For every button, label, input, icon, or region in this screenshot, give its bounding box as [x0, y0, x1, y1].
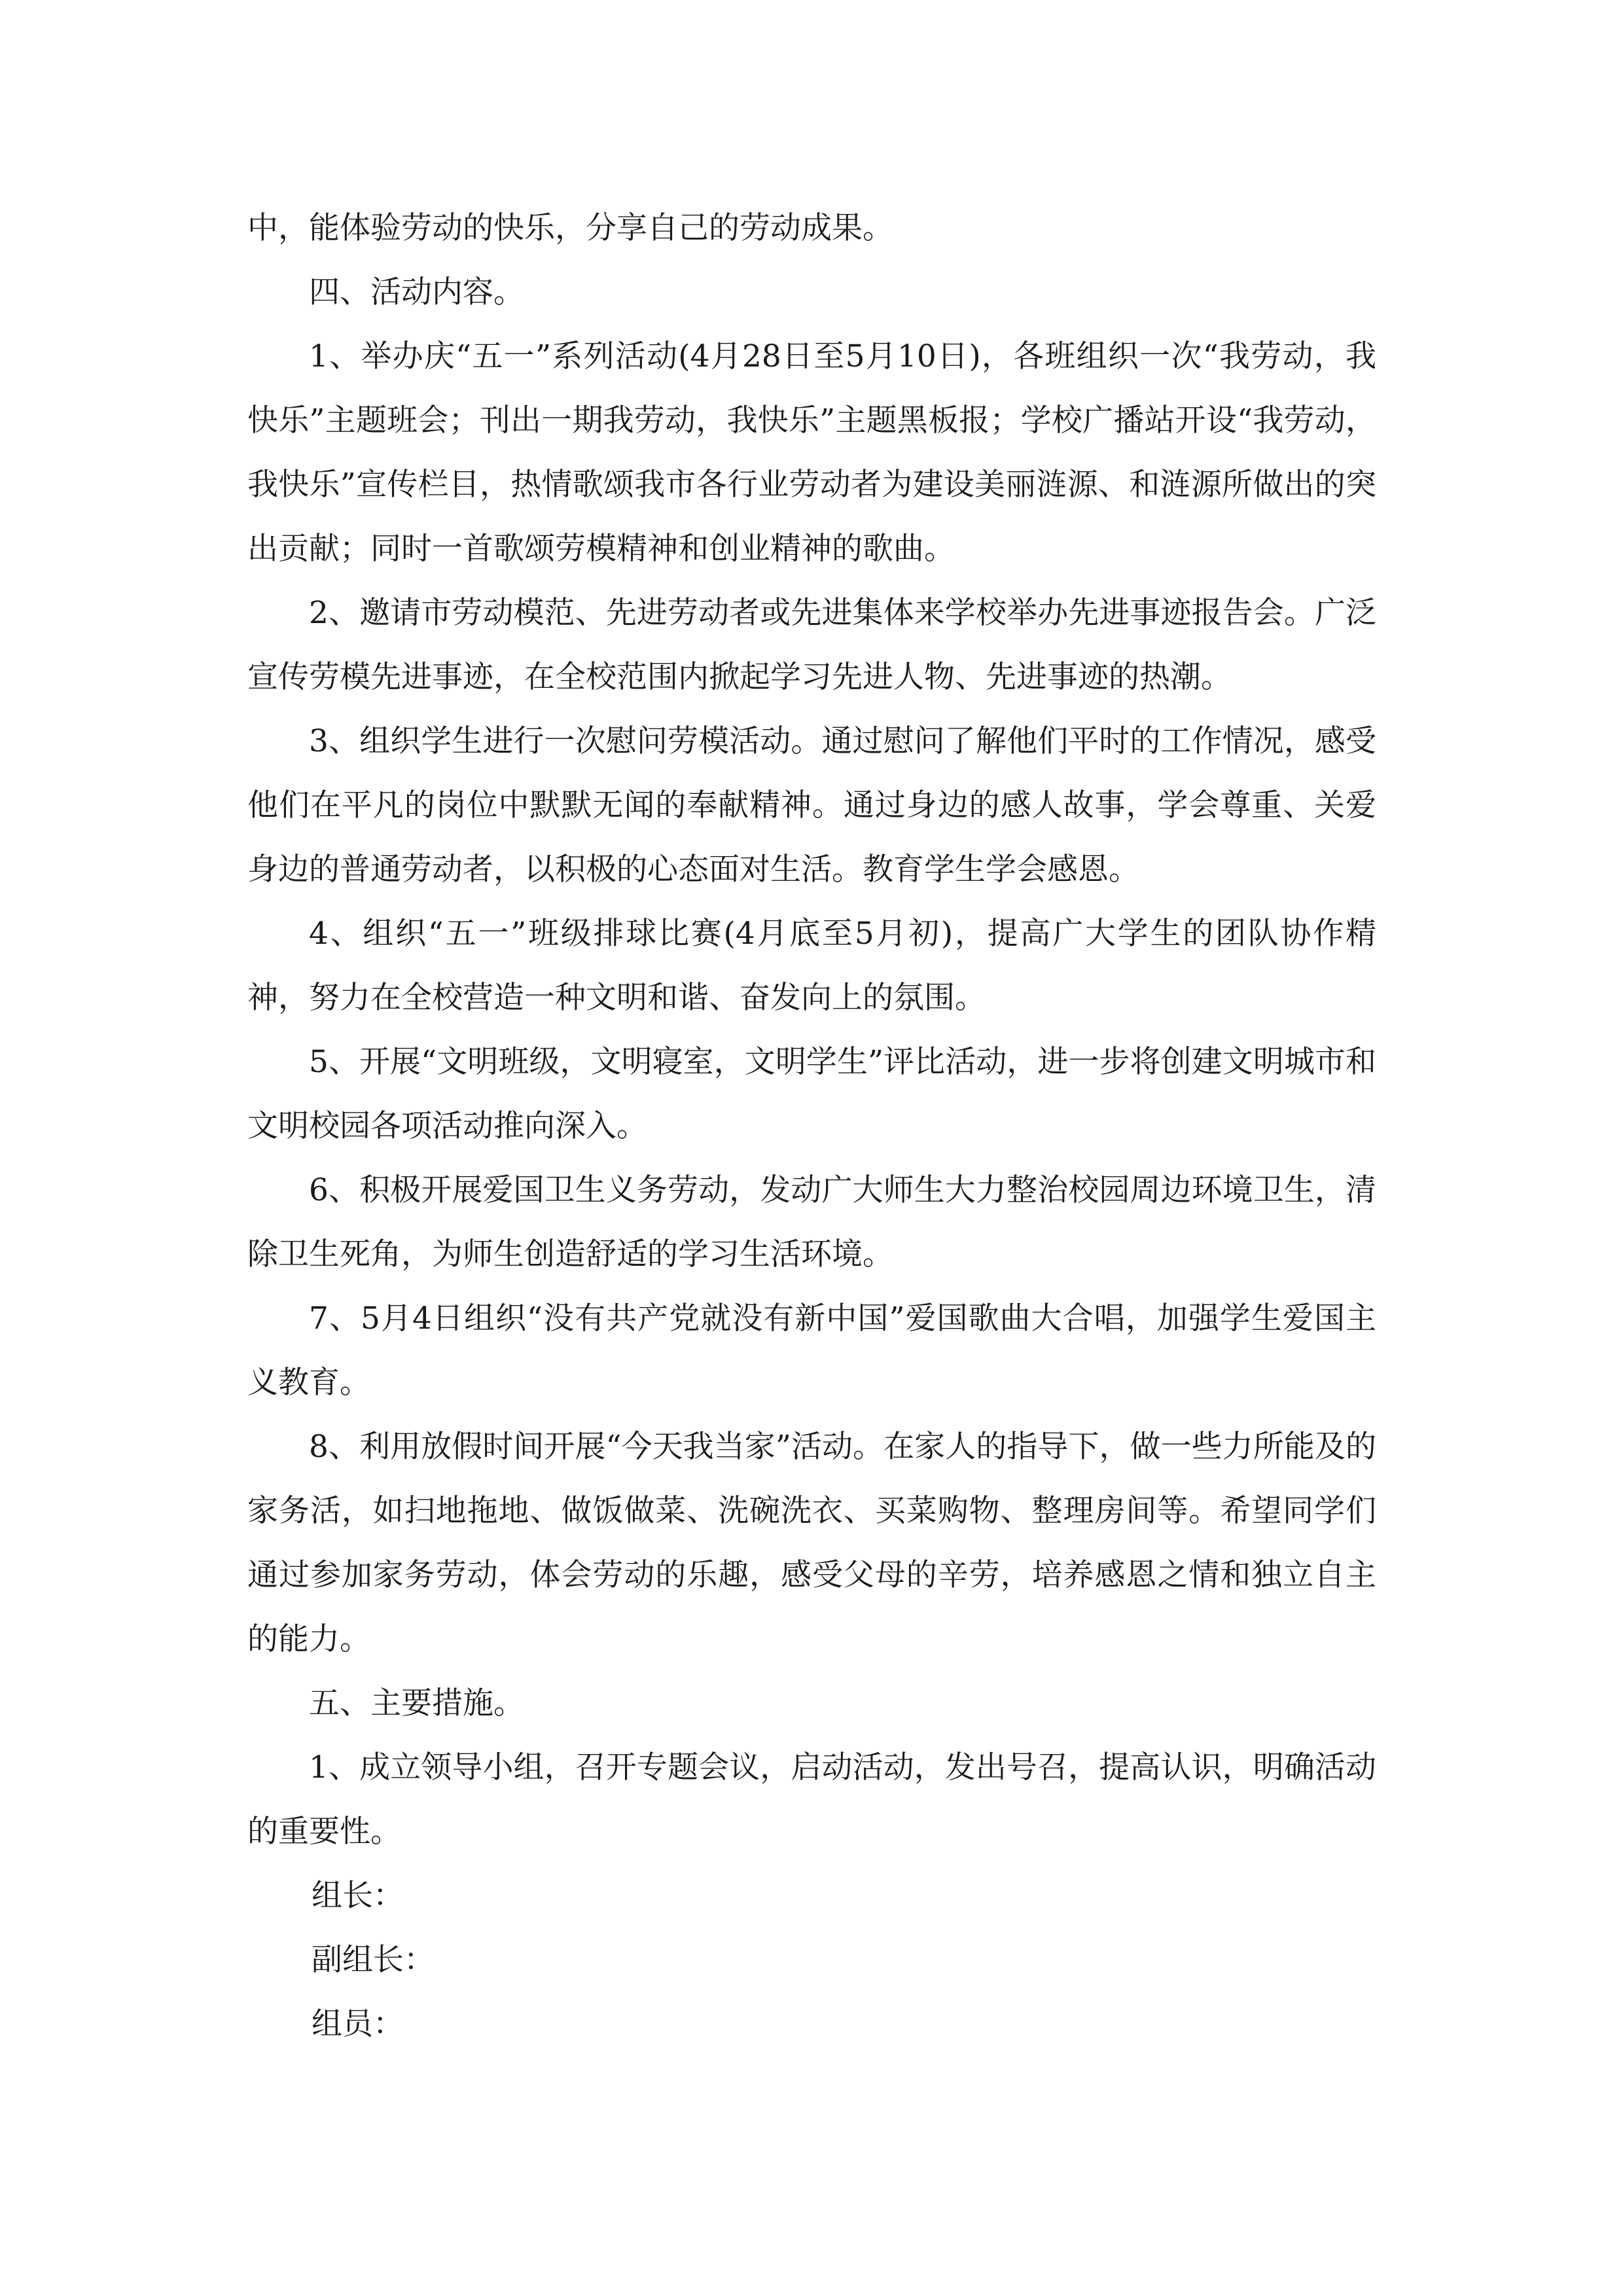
- section-heading-main-measures: 五、主要措施。: [309, 1685, 524, 1721]
- paragraph-item-7: 7、5月4日组织“没有共产党就没有新中国”爱国歌曲大合唱，加强学生爱国主义教育。: [247, 1300, 1376, 1401]
- role-label-leader: 组长：: [312, 1878, 404, 1914]
- role-label-members: 组员：: [312, 2006, 404, 2042]
- paragraph-item-4: 4、组织“五一”班级排球比赛(4月底至5月初)，提高广大学生的团队协作精神，努力在全校营造一种文明和谐、奋发向上的氛围。: [247, 916, 1376, 1016]
- body-text: [247, 196, 1376, 2056]
- paragraph-item-8: 8、利用放假时间开展“今天我当家”活动。在家人的指导下，做一些力所能及的家务活，如扫地拖地、做饭做菜、洗碗洗衣、买菜购物、整理房间等。希望同学们通过参加家务劳动，体会劳动的乐趣，感受父母的辛劳，培养感恩之情和独立自主的能力。: [247, 1429, 1376, 1657]
- paragraph-continuation: 中，能体验劳动的快乐，分享自己的劳动成果。: [247, 210, 893, 246]
- paragraph-item-3: 3、组织学生进行一次慰问劳模活动。通过慰问了解他们平时的工作情况，感受他们在平凡的岗位中默默无闻的奉献精神。通过身边的感人故事，学会尊重、关爱身边的普通劳动者，以积极的心态面对生活。教育学生学会感恩。: [247, 723, 1376, 888]
- role-label-deputy-leader: 副组长：: [312, 1942, 435, 1978]
- paragraph-item-5: 5、开展“文明班级，文明寝室，文明学生”评比活动，进一步将创建文明城市和文明校园各项活动推向深入。: [247, 1044, 1376, 1144]
- paragraph-item-6: 6、积极开展爱国卫生义务劳动，发动广大师生大力整治校园周边环境卫生，清除卫生死角，为师生创造舒适的学习生活环境。: [247, 1172, 1376, 1272]
- section-heading-activity-content: 四、活动内容。: [309, 274, 524, 310]
- paragraph-item-2: 2、邀请市劳动模范、先进劳动者或先进集体来学校举办先进事迹报告会。广泛宣传劳模先进事迹，在全校范围内掀起学习先进人物、先进事迹的热潮。: [247, 595, 1376, 695]
- paragraph-measure-1: 1、成立领导小组，召开专题会议，启动活动，发出号召，提高认识，明确活动的重要性。: [247, 1749, 1376, 1850]
- paragraph-item-1: 1、举办庆“五一”系列活动(4月28日至5月10日)，各班组织一次“我劳动，我快乐”主题班会；刊出一期我劳动，我快乐”主题黑板报；学校广播站开设“我劳动，我快乐”宣传栏目，热情歌颂我市各行业劳动者为建设美丽涟源、和涟源所做出的突出贡献；同时一首歌颂劳模精神和创业精神的歌曲。: [247, 338, 1376, 567]
